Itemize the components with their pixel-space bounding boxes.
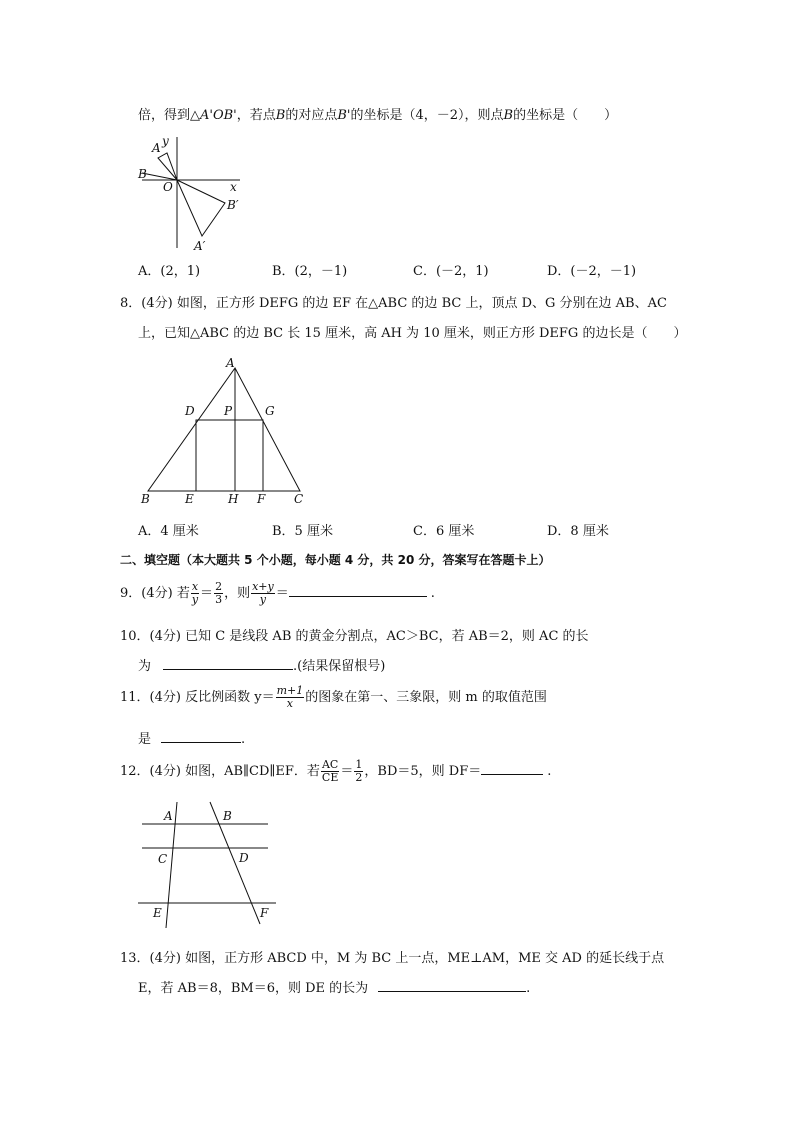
q8-triangle-abc xyxy=(148,368,300,491)
q8-label-H: H xyxy=(228,492,239,506)
q7-text-i: 的坐标是（ ） xyxy=(513,108,618,123)
q7-large-triangle xyxy=(177,180,225,236)
q9-line: 9．(4分) 若 $\frac{x}{y}$ ＝ $\frac{2}{3}$ ，则 $\frac{x+y}{y}$ ＝ . xyxy=(120,580,435,606)
q12-label-D: D xyxy=(239,851,249,865)
q7-option-c[interactable]: C．(－2，1) xyxy=(413,264,489,279)
q12-label-E: E xyxy=(153,906,162,920)
q10-line1: 10．(4分) 已知 C 是线段 AB 的黄金分割点，AC＞BC，若 AB＝2，则 AC 的长 xyxy=(120,629,589,644)
q8-label-C: C xyxy=(294,492,304,506)
q7-text-line xyxy=(138,104,617,123)
q7-small-triangle xyxy=(158,153,177,180)
q12-prefix: 12．(4分) 如图，AB∥CD∥EF．若 xyxy=(120,764,320,779)
q13-answer-blank[interactable] xyxy=(378,979,526,992)
q7-label-Bp: B′ xyxy=(227,198,239,212)
q7-label-O: O xyxy=(163,180,173,194)
q8-text-line1: 8．(4分) 如图，正方形 DEFG 的边 EF 在△ABC 的边 BC 上，顶点 D、G 分别在边 AB、AC xyxy=(120,296,667,311)
q12-label-F: F xyxy=(260,906,269,920)
q12-frac-ac-over-ce: $\frac{AC}{CE}$ xyxy=(321,758,339,784)
q8-option-c[interactable]: C．6 厘米 xyxy=(413,524,475,539)
q8-label-E: E xyxy=(185,492,194,506)
q9-frac-xplusy-over-y: $\frac{x+y}{y}$ xyxy=(252,580,274,606)
q12-label-B: B xyxy=(223,809,232,823)
q12-frac-1-over-2: $\frac{1}{2}$ xyxy=(355,758,363,784)
q8-text-line2: 上，已知△ABC 的边 BC 长 15 厘米，高 AH 为 10 厘米，则正方形 DEFG 的边长是（ ） xyxy=(138,326,687,341)
q13-line1: 13．(4分) 如图，正方形 ABCD 中，M 为 BC 上一点，ME⊥AM，ME 交 AD 的延长线于点 xyxy=(120,951,665,966)
q8-label-G: G xyxy=(265,404,275,418)
q10-line2 xyxy=(138,655,385,674)
q7-text-a: 倍，得到△ xyxy=(138,108,200,123)
q8-label-F: F xyxy=(257,492,266,506)
q11-prefix2: 是 xyxy=(138,732,152,747)
q9-frac-2-over-3: $\frac{2}{3}$ xyxy=(215,580,223,606)
q7-text-b: A'OB' xyxy=(200,108,237,123)
q7-text-e: 的对应点 xyxy=(285,108,338,123)
section-heading: 二、填空题（本大题共 5 个小题，每小题 4 分，共 20 分，答案写在答题卡上） xyxy=(120,553,551,567)
q8-square-defg xyxy=(196,420,263,491)
q8-label-D: D xyxy=(185,404,195,418)
q11-line1 xyxy=(120,684,547,712)
q8-option-a[interactable]: A．4 厘米 xyxy=(138,524,199,539)
q7-label-y: y xyxy=(162,134,169,148)
q12-label-C: C xyxy=(158,852,168,866)
q8-option-d[interactable]: D．8 厘米 xyxy=(547,524,609,539)
q7-text-h: B xyxy=(503,108,514,123)
q10-prefix: 为 xyxy=(138,659,152,674)
q7-label-Ap: A′ xyxy=(194,239,206,253)
q11-end: . xyxy=(241,732,246,747)
q10-answer-blank[interactable] xyxy=(163,657,293,670)
q10-suffix: .(结果保留根号) xyxy=(293,659,386,674)
q7-text-g: 的坐标是（4，－2），则点 xyxy=(350,108,504,123)
q7-label-x: x xyxy=(230,180,237,194)
q11-prefix: 11．(4分) 反比例函数 y＝ xyxy=(120,690,275,705)
q7-text-f: B' xyxy=(337,108,351,123)
q11-answer-blank[interactable] xyxy=(161,730,241,743)
q7-label-A: A xyxy=(152,141,161,155)
q11-suffix: 的图象在第一、三象限，则 m 的取值范围 xyxy=(305,690,547,705)
q7-option-b[interactable]: B．(2，－1) xyxy=(272,264,348,279)
q8-figure xyxy=(138,356,318,506)
q7-figure xyxy=(132,133,262,258)
q13-line2 xyxy=(138,977,530,996)
q9-frac-x-over-y: $\frac{x}{y}$ xyxy=(191,580,199,606)
q9-prefix: 9．(4分) 若 xyxy=(120,586,190,601)
q12-line: 12．(4分) 如图，AB∥CD∥EF．若 $\frac{AC}{CE}$ ＝ $\frac{1}{2}$ ，BD＝5，则 DF＝ . xyxy=(120,758,552,784)
q12-answer-blank[interactable] xyxy=(481,762,543,775)
q12-figure xyxy=(136,800,286,930)
q8-label-A: A xyxy=(226,356,235,370)
q12-transversal-bdf xyxy=(210,802,260,924)
q11-frac: $\frac{m+1}{x}$ xyxy=(276,684,304,710)
q7-text-c: ，若点 xyxy=(236,108,276,123)
q7-label-B: B xyxy=(138,167,147,181)
q12-label-A: A xyxy=(164,809,173,823)
q7-text-d: B xyxy=(275,108,286,123)
q9-answer-blank[interactable] xyxy=(289,584,427,597)
q13-end: . xyxy=(526,981,531,996)
q13-text: E，若 AB＝8，BM＝6，则 DE 的长为 xyxy=(138,981,369,996)
q8-option-b[interactable]: B．5 厘米 xyxy=(272,524,333,539)
q8-label-P: P xyxy=(224,404,233,418)
q8-label-B: B xyxy=(141,492,150,506)
q11-line2 xyxy=(138,728,245,747)
q7-option-d[interactable]: D．(－2，－1) xyxy=(547,264,637,279)
q7-option-a[interactable]: A．(2，1) xyxy=(138,264,201,279)
